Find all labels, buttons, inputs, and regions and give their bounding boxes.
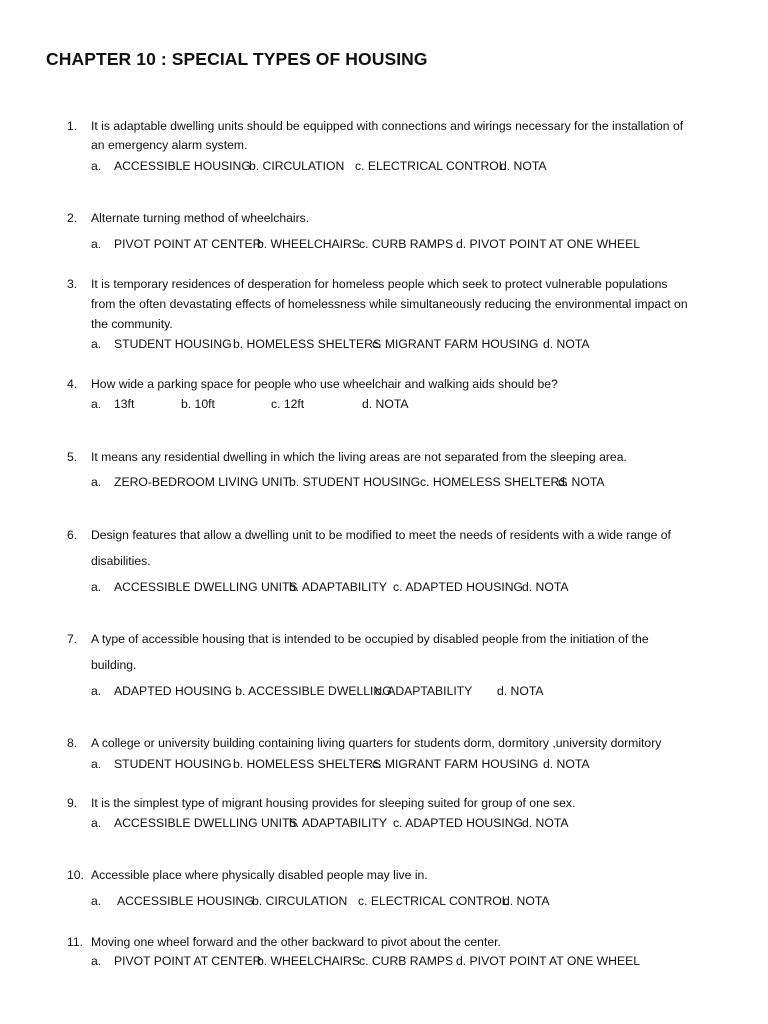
option-b: b. WHEELCHAIRS — [257, 954, 360, 968]
option-a: ADAPTED HOUSING b. ACCESSIBLE DWELLING — [114, 684, 392, 698]
question-text: from the often devastating effects of homelessness while simultaneously reducing the environmental impact on — [91, 297, 688, 311]
option-marker: a. — [91, 684, 102, 698]
option-marker: a. — [91, 757, 102, 771]
option-d: d. NOTA — [497, 684, 544, 698]
question-number: 4. — [67, 377, 78, 391]
option-c: c. 12ft — [271, 397, 305, 411]
option-a: ACCESSIBLE DWELLING UNITS — [114, 580, 298, 594]
question-number: 11. — [67, 935, 84, 949]
option-b: b. CIRCULATION — [252, 894, 348, 908]
question-text: It is temporary residences of desperation for homeless people which seek to protect vulnerable populations — [91, 277, 668, 291]
question-text: It is adaptable dwelling units should be equipped with connections and wirings necessary for the installation of — [91, 119, 684, 133]
question-text: It is the simplest type of migrant housing provides for sleeping suited for group of one sex. — [91, 796, 576, 810]
question-text: Design features that allow a dwelling unit to be modified to meet the needs of residents with a wide range of — [91, 528, 671, 542]
option-c: c. MIGRANT FARM HOUSING — [372, 757, 539, 771]
option-a: ACCESSIBLE DWELLING UNITS — [114, 816, 298, 830]
option-d: d. NOTA — [522, 816, 569, 830]
option-b: b. HOMELESS SHELTERS — [233, 757, 382, 771]
question-text: A type of accessible housing that is intended to be occupied by disabled people from the initiation of the — [91, 632, 649, 646]
option-c: c. ADAPTABILITY — [375, 684, 473, 698]
question-text: building. — [91, 658, 137, 672]
option-marker: a. — [91, 894, 102, 908]
page-title: CHAPTER 10 : SPECIAL TYPES OF HOUSING — [46, 49, 428, 69]
option-b: b. 10ft — [181, 397, 215, 411]
option-marker: a. — [91, 337, 102, 351]
option-c: c. CURB RAMPS — [359, 954, 454, 968]
option-c: c. ELECTRICAL CONTROL — [355, 159, 506, 173]
option-b: b. WHEELCHAIRS — [257, 237, 360, 251]
question-text: Accessible place where physically disabled people may live in. — [91, 868, 428, 882]
option-a: PIVOT POINT AT CENTER — [114, 954, 262, 968]
option-c: c. HOMELESS SHELTERS — [420, 475, 568, 489]
question-text: disabilities. — [91, 554, 151, 568]
option-d: d. NOTA — [543, 337, 590, 351]
option-b: b. ADAPTABILITY — [289, 816, 387, 830]
option-d: d. PIVOT POINT AT ONE WHEEL — [456, 954, 640, 968]
question-number: 7. — [67, 632, 78, 646]
question-number: 10. — [67, 868, 84, 882]
option-marker: a. — [91, 580, 102, 594]
option-a: ACCESSIBLE HOUSING — [114, 159, 251, 173]
option-d: d. PIVOT POINT AT ONE WHEEL — [456, 237, 640, 251]
question-number: 8. — [67, 736, 78, 750]
option-a: 13ft — [114, 397, 135, 411]
question-text: an emergency alarm system. — [91, 138, 248, 152]
option-marker: a. — [91, 237, 102, 251]
option-c: c. ADAPTED HOUSING — [393, 580, 524, 594]
option-b: b. HOMELESS SHELTERS — [233, 337, 382, 351]
question-text: A college or university building containing living quarters for students dorm, dormitory ,university dormitory — [91, 736, 662, 750]
option-marker: a. — [91, 954, 102, 968]
option-d: d. NOTA — [500, 159, 547, 173]
option-d: d. NOTA — [522, 580, 569, 594]
option-c: c. ADAPTED HOUSING — [393, 816, 524, 830]
option-d: d. NOTA — [558, 475, 605, 489]
question-number: 9. — [67, 796, 78, 810]
option-c: c. ELECTRICAL CONTROL — [358, 894, 509, 908]
question-text: Alternate turning method of wheelchairs. — [91, 211, 310, 225]
question-text: It means any residential dwelling in which the living areas are not separated from the sleeping area. — [91, 450, 627, 464]
question-number: 2. — [67, 211, 78, 225]
option-marker: a. — [91, 475, 102, 489]
option-a: ZERO-BEDROOM LIVING UNIT — [114, 475, 291, 489]
question-text: the community. — [91, 317, 173, 331]
question-number: 6. — [67, 528, 78, 542]
option-marker: a. — [91, 159, 102, 173]
option-d: d. NOTA — [543, 757, 590, 771]
option-d: d. NOTA — [503, 894, 550, 908]
option-b: b. STUDENT HOUSING — [289, 475, 421, 489]
question-text: Moving one wheel forward and the other backward to pivot about the center. — [91, 935, 501, 949]
option-a: STUDENT HOUSING — [114, 757, 232, 771]
option-marker: a. — [91, 816, 102, 830]
option-a: ACCESSIBLE HOUSING — [117, 894, 254, 908]
option-a: PIVOT POINT AT CENTER — [114, 237, 262, 251]
option-marker: a. — [91, 397, 102, 411]
option-b: b. CIRCULATION — [249, 159, 345, 173]
option-c: c. MIGRANT FARM HOUSING — [372, 337, 539, 351]
question-number: 5. — [67, 450, 78, 464]
question-number: 3. — [67, 277, 78, 291]
option-d: d. NOTA — [362, 397, 409, 411]
option-c: c. CURB RAMPS — [359, 237, 454, 251]
question-text: How wide a parking space for people who use wheelchair and walking aids should be? — [91, 377, 558, 391]
question-number: 1. — [67, 119, 78, 133]
option-b: b. ADAPTABILITY — [289, 580, 387, 594]
option-a: STUDENT HOUSING — [114, 337, 232, 351]
